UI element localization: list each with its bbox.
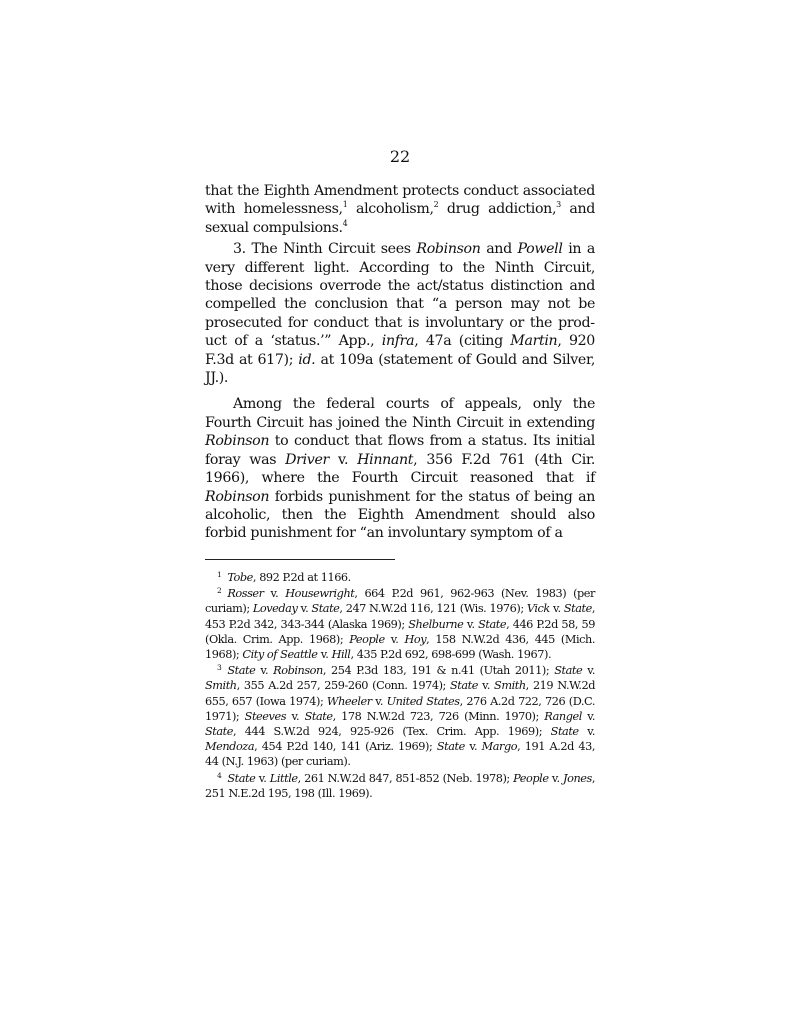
footnote-ref-2[interactable]: 2 — [433, 200, 439, 210]
footnote-1: $^1$ Tobe, 892 P.2d at 1166. — [217, 570, 351, 584]
footnote-2: $^2$ Rosser v. Housewright, 664 P.2d 961, 962-963 (Nev. 1983) (per curiam); Loveday v. State, 247 N.W.2d 116, 121 (Wis. 1976); Vick v. State, 453 P.2d 342, 343-344 (Alaska 1969); Shelburne v. State, 446 P.2d 58, 59 (Okla. Crim. App. 1968); People v. Hoy, 158 N.W.2d 436, 445 (Mich. 1968); City of Seattle v. Hill, 435 P.2d 692, 698-699 (Wash. 1967). — [205, 586, 596, 662]
footnote-ref-1[interactable]: 1 — [342, 200, 348, 210]
page-number: 22 — [389, 147, 411, 166]
footnote-ref-3[interactable]: 3 — [556, 200, 561, 210]
footnote-3: $^3$ State v. Robinson, 254 P.3d 183, 191 & n.41 (Utah 2011); State v. Smith, 355 A.2d 257, 259-260 (Conn. 1974); State v. Smith, 219 N.W.2d 655, 657 (Iowa 1974); Wheeler v. United States, 276 A.2d 722, 726 (D.C. 1971); Steeves v. State, 178 N.W.2d 723, 726 (Minn. 1970); Rangel v. State, 444 S.W.2d 924, 925-926 (Tex. Crim. App. 1969); State v. Mendoza, 454 P.2d 140, 141 (Ariz. 1969); State v. Margo, 191 A.2d 43, 44 (N.J. 1963) (per curiam). — [205, 663, 596, 769]
paragraph-fourth-circuit: Among the federal courts of appeals, only the Fourth Circuit has joined the Ninth Circuit in extending Robinson to conduct that flows from a status. Its initial foray was Driver v. Hinnant, 356 F.2d 761 (4th Cir. 1966), where the Fourth Circuit reasoned that if Robinson forbids punishment for the status of being an alcoholic, then the Eighth Amendment should also forbid punishment for “an involuntary symptom of a — [205, 396, 596, 542]
footnote-4: $^4$ State v. Little, 261 N.W.2d 847, 851-852 (Neb. 1978); People v. Jones, 251 N.E.2d 195, 198 (Ill. 1969). — [205, 770, 596, 800]
footnote-divider — [205, 559, 395, 560]
footnotes — [205, 570, 595, 802]
footnote-ref-4[interactable]: 4 — [342, 218, 348, 228]
body-text — [205, 182, 595, 551]
paragraph-ninth-circuit: 3. The Ninth Circuit sees Robinson and Powell in a very different light. According to the Ninth Circuit, those decisions overrode the act/status distinction and compelled the conclusion that “a person may not be prosecuted for conduct that is involuntary or the product of a ‘status.’” App., infra, 47a (citing Martin, 920 F.3d at 617); id. at 109a (statement of Gould and Silver, JJ.). — [205, 241, 596, 387]
paragraph-continuation: that the Eighth Amendment protects conduct associated with homelessness,$^1$ alcoholism,$^2$ drug addiction,$^3$ and sexual compulsions.$^4$ — [205, 183, 596, 236]
